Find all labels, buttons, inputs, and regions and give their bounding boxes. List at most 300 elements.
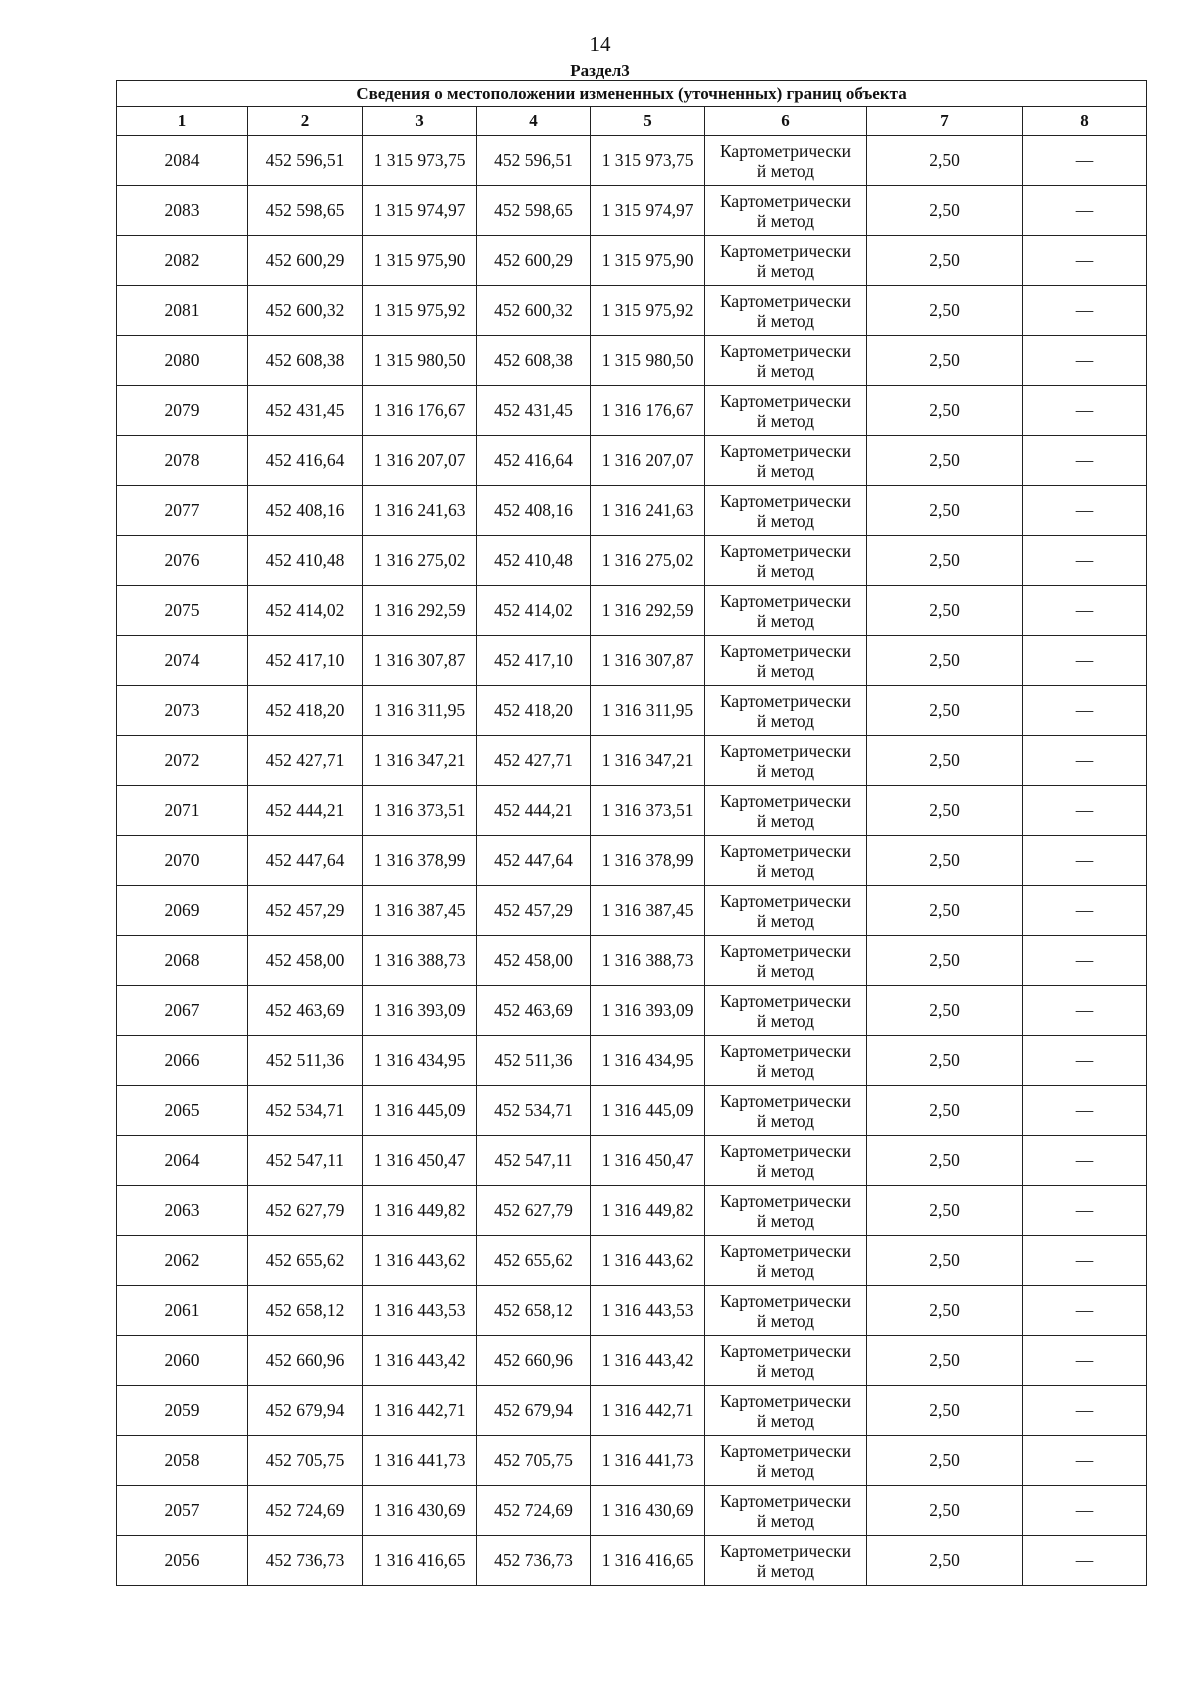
y-coordinate-refined: 1 316 443,62 (591, 1236, 705, 1286)
table-row (117, 836, 1147, 886)
y-coordinate-refined: 1 316 442,71 (591, 1386, 705, 1436)
y-coordinate-existing: 1 316 241,63 (363, 486, 477, 536)
x-coordinate-refined: 452 679,94 (477, 1386, 591, 1436)
point-number: 2082 (117, 236, 248, 286)
accuracy-value: 2,50 (867, 1186, 1023, 1236)
point-number: 2073 (117, 686, 248, 736)
y-coordinate-existing: 1 316 443,42 (363, 1336, 477, 1386)
y-coordinate-existing: 1 316 347,21 (363, 736, 477, 786)
y-coordinate-refined: 1 316 373,51 (591, 786, 705, 836)
point-number: 2080 (117, 336, 248, 386)
column-number: 3 (363, 107, 477, 136)
determination-method (705, 1186, 867, 1236)
accuracy-value: 2,50 (867, 1036, 1023, 1086)
x-coordinate-refined: 452 598,65 (477, 186, 591, 236)
method-text-line1: Картометрически (719, 690, 852, 711)
table-row (117, 186, 1147, 236)
note-dash: — (1023, 1086, 1147, 1136)
x-coordinate-existing: 452 660,96 (248, 1336, 363, 1386)
method-text-line2: й метод (756, 1360, 815, 1381)
table-caption: Сведения о местоположении измененных (уточненных) границ объекта (117, 81, 1147, 107)
note-dash: — (1023, 386, 1147, 436)
method-text-line2: й метод (756, 1510, 815, 1531)
determination-method (705, 986, 867, 1036)
table-row (117, 236, 1147, 286)
y-coordinate-existing: 1 316 387,45 (363, 886, 477, 936)
accuracy-value: 2,50 (867, 586, 1023, 636)
y-coordinate-existing: 1 316 311,95 (363, 686, 477, 736)
x-coordinate-refined: 452 655,62 (477, 1236, 591, 1286)
y-coordinate-refined: 1 316 275,02 (591, 536, 705, 586)
method-text-line2: й метод (756, 1310, 815, 1331)
table-row (117, 586, 1147, 636)
method-text-line1: Картометрически (719, 1190, 852, 1211)
y-coordinate-existing: 1 315 975,92 (363, 286, 477, 336)
y-coordinate-existing: 1 316 430,69 (363, 1486, 477, 1536)
determination-method (705, 686, 867, 736)
determination-method (705, 186, 867, 236)
note-dash: — (1023, 1536, 1147, 1586)
table-row (117, 1236, 1147, 1286)
accuracy-value: 2,50 (867, 286, 1023, 336)
column-number: 7 (867, 107, 1023, 136)
determination-method (705, 1536, 867, 1586)
x-coordinate-existing: 452 414,02 (248, 586, 363, 636)
x-coordinate-refined: 452 600,29 (477, 236, 591, 286)
y-coordinate-existing: 1 316 416,65 (363, 1536, 477, 1586)
x-coordinate-existing: 452 655,62 (248, 1236, 363, 1286)
note-dash: — (1023, 1336, 1147, 1386)
note-dash: — (1023, 186, 1147, 236)
determination-method (705, 136, 867, 186)
method-text-line2: й метод (756, 1160, 815, 1181)
y-coordinate-refined: 1 315 973,75 (591, 136, 705, 186)
y-coordinate-existing: 1 315 973,75 (363, 136, 477, 186)
x-coordinate-existing: 452 547,11 (248, 1136, 363, 1186)
method-text-line1: Картометрически (719, 490, 852, 511)
point-number: 2061 (117, 1286, 248, 1336)
determination-method (705, 486, 867, 536)
column-number: 8 (1023, 107, 1147, 136)
x-coordinate-existing: 452 458,00 (248, 936, 363, 986)
method-text-line2: й метод (756, 260, 815, 281)
x-coordinate-existing: 452 457,29 (248, 886, 363, 936)
y-coordinate-refined: 1 316 434,95 (591, 1036, 705, 1086)
y-coordinate-existing: 1 316 292,59 (363, 586, 477, 636)
method-text-line1: Картометрически (719, 990, 852, 1011)
x-coordinate-existing: 452 600,29 (248, 236, 363, 286)
x-coordinate-existing: 452 658,12 (248, 1286, 363, 1336)
y-coordinate-existing: 1 315 975,90 (363, 236, 477, 286)
point-number: 2062 (117, 1236, 248, 1286)
point-number: 2060 (117, 1336, 248, 1386)
method-text-line1: Картометрически (719, 190, 852, 211)
note-dash: — (1023, 1286, 1147, 1336)
y-coordinate-refined: 1 316 416,65 (591, 1536, 705, 1586)
method-text-line2: й метод (756, 160, 815, 181)
table-row (117, 1286, 1147, 1336)
determination-method (705, 1086, 867, 1136)
x-coordinate-refined: 452 447,64 (477, 836, 591, 886)
table-row (117, 886, 1147, 936)
determination-method (705, 736, 867, 786)
y-coordinate-refined: 1 316 292,59 (591, 586, 705, 636)
point-number: 2076 (117, 536, 248, 586)
accuracy-value: 2,50 (867, 486, 1023, 536)
accuracy-value: 2,50 (867, 736, 1023, 786)
point-number: 2059 (117, 1386, 248, 1436)
accuracy-value: 2,50 (867, 436, 1023, 486)
column-number: 1 (117, 107, 248, 136)
method-text-line1: Картометрически (719, 740, 852, 761)
method-text-line2: й метод (756, 210, 815, 231)
note-dash: — (1023, 1486, 1147, 1536)
note-dash: — (1023, 1186, 1147, 1236)
accuracy-value: 2,50 (867, 636, 1023, 686)
determination-method (705, 286, 867, 336)
x-coordinate-refined: 452 658,12 (477, 1286, 591, 1336)
note-dash: — (1023, 736, 1147, 786)
method-text-line2: й метод (756, 410, 815, 431)
y-coordinate-existing: 1 316 176,67 (363, 386, 477, 436)
accuracy-value: 2,50 (867, 236, 1023, 286)
x-coordinate-refined: 452 408,16 (477, 486, 591, 536)
accuracy-value: 2,50 (867, 1436, 1023, 1486)
accuracy-value: 2,50 (867, 686, 1023, 736)
method-text-line2: й метод (756, 610, 815, 631)
accuracy-value: 2,50 (867, 1136, 1023, 1186)
determination-method (705, 1486, 867, 1536)
x-coordinate-refined: 452 724,69 (477, 1486, 591, 1536)
determination-method (705, 1286, 867, 1336)
determination-method (705, 936, 867, 986)
x-coordinate-existing: 452 408,16 (248, 486, 363, 536)
note-dash: — (1023, 336, 1147, 386)
method-text-line2: й метод (756, 960, 815, 981)
y-coordinate-existing: 1 316 373,51 (363, 786, 477, 836)
method-text-line2: й метод (756, 1560, 815, 1581)
x-coordinate-refined: 452 463,69 (477, 986, 591, 1036)
table-row (117, 1336, 1147, 1386)
point-number: 2074 (117, 636, 248, 686)
table-row (117, 536, 1147, 586)
y-coordinate-refined: 1 316 176,67 (591, 386, 705, 436)
table-row (117, 1536, 1147, 1586)
x-coordinate-refined: 452 705,75 (477, 1436, 591, 1486)
table-row (117, 1486, 1147, 1536)
determination-method (705, 586, 867, 636)
accuracy-value: 2,50 (867, 1536, 1023, 1586)
x-coordinate-refined: 452 431,45 (477, 386, 591, 436)
x-coordinate-refined: 452 410,48 (477, 536, 591, 586)
y-coordinate-existing: 1 316 207,07 (363, 436, 477, 486)
y-coordinate-refined: 1 315 975,90 (591, 236, 705, 286)
method-text-line1: Картометрически (719, 1290, 852, 1311)
point-number: 2075 (117, 586, 248, 636)
y-coordinate-existing: 1 315 974,97 (363, 186, 477, 236)
note-dash: — (1023, 1236, 1147, 1286)
note-dash: — (1023, 836, 1147, 886)
y-coordinate-refined: 1 316 445,09 (591, 1086, 705, 1136)
y-coordinate-existing: 1 316 378,99 (363, 836, 477, 886)
note-dash: — (1023, 686, 1147, 736)
y-coordinate-refined: 1 316 443,53 (591, 1286, 705, 1336)
note-dash: — (1023, 536, 1147, 586)
determination-method (705, 1136, 867, 1186)
determination-method (705, 536, 867, 586)
determination-method (705, 786, 867, 836)
y-coordinate-refined: 1 316 443,42 (591, 1336, 705, 1386)
accuracy-value: 2,50 (867, 1386, 1023, 1436)
table-row (117, 486, 1147, 536)
accuracy-value: 2,50 (867, 386, 1023, 436)
y-coordinate-refined: 1 316 388,73 (591, 936, 705, 986)
y-coordinate-refined: 1 316 307,87 (591, 636, 705, 686)
y-coordinate-refined: 1 316 393,09 (591, 986, 705, 1036)
point-number: 2084 (117, 136, 248, 186)
y-coordinate-refined: 1 316 387,45 (591, 886, 705, 936)
method-text-line1: Картометрически (719, 1040, 852, 1061)
method-text-line2: й метод (756, 1060, 815, 1081)
x-coordinate-existing: 452 627,79 (248, 1186, 363, 1236)
column-number: 4 (477, 107, 591, 136)
y-coordinate-existing: 1 315 980,50 (363, 336, 477, 386)
method-text-line2: й метод (756, 810, 815, 831)
y-coordinate-refined: 1 316 311,95 (591, 686, 705, 736)
column-number-row (117, 107, 1147, 136)
x-coordinate-existing: 452 596,51 (248, 136, 363, 186)
accuracy-value: 2,50 (867, 786, 1023, 836)
x-coordinate-refined: 452 547,11 (477, 1136, 591, 1186)
y-coordinate-existing: 1 316 275,02 (363, 536, 477, 586)
method-text-line1: Картометрически (719, 240, 852, 261)
note-dash: — (1023, 586, 1147, 636)
x-coordinate-existing: 452 447,64 (248, 836, 363, 886)
x-coordinate-refined: 452 444,21 (477, 786, 591, 836)
table-row (117, 386, 1147, 436)
table-row (117, 936, 1147, 986)
y-coordinate-existing: 1 316 388,73 (363, 936, 477, 986)
point-number: 2058 (117, 1436, 248, 1486)
table-row (117, 1436, 1147, 1486)
method-text-line2: й метод (756, 910, 815, 931)
accuracy-value: 2,50 (867, 1486, 1023, 1536)
accuracy-value: 2,50 (867, 1336, 1023, 1386)
determination-method (705, 1386, 867, 1436)
point-number: 2081 (117, 286, 248, 336)
y-coordinate-existing: 1 316 449,82 (363, 1186, 477, 1236)
accuracy-value: 2,50 (867, 1236, 1023, 1286)
method-text-line2: й метод (756, 1260, 815, 1281)
y-coordinate-refined: 1 316 241,63 (591, 486, 705, 536)
x-coordinate-refined: 452 427,71 (477, 736, 591, 786)
point-number: 2077 (117, 486, 248, 536)
table-body (117, 136, 1147, 1586)
y-coordinate-existing: 1 316 441,73 (363, 1436, 477, 1486)
x-coordinate-refined: 452 534,71 (477, 1086, 591, 1136)
x-coordinate-refined: 452 458,00 (477, 936, 591, 986)
accuracy-value: 2,50 (867, 886, 1023, 936)
accuracy-value: 2,50 (867, 136, 1023, 186)
method-text-line1: Картометрически (719, 1140, 852, 1161)
x-coordinate-existing: 452 608,38 (248, 336, 363, 386)
table-row (117, 986, 1147, 1036)
y-coordinate-existing: 1 316 307,87 (363, 636, 477, 686)
point-number: 2067 (117, 986, 248, 1036)
method-text-line1: Картометрически (719, 1240, 852, 1261)
x-coordinate-refined: 452 511,36 (477, 1036, 591, 1086)
point-number: 2071 (117, 786, 248, 836)
table-row (117, 686, 1147, 736)
determination-method (705, 636, 867, 686)
x-coordinate-refined: 452 736,73 (477, 1536, 591, 1586)
x-coordinate-existing: 452 705,75 (248, 1436, 363, 1486)
method-text-line1: Картометрически (719, 1440, 852, 1461)
method-text-line2: й метод (756, 1460, 815, 1481)
table-row (117, 786, 1147, 836)
x-coordinate-refined: 452 414,02 (477, 586, 591, 636)
accuracy-value: 2,50 (867, 336, 1023, 386)
method-text-line2: й метод (756, 710, 815, 731)
x-coordinate-existing: 452 427,71 (248, 736, 363, 786)
method-text-line1: Картометрически (719, 1390, 852, 1411)
point-number: 2083 (117, 186, 248, 236)
accuracy-value: 2,50 (867, 986, 1023, 1036)
point-number: 2066 (117, 1036, 248, 1086)
table-row (117, 1136, 1147, 1186)
method-text-line2: й метод (756, 460, 815, 481)
x-coordinate-refined: 452 596,51 (477, 136, 591, 186)
column-number: 6 (705, 107, 867, 136)
x-coordinate-existing: 452 418,20 (248, 686, 363, 736)
y-coordinate-refined: 1 315 975,92 (591, 286, 705, 336)
method-text-line1: Картометрически (719, 840, 852, 861)
method-text-line2: й метод (756, 1210, 815, 1231)
x-coordinate-existing: 452 444,21 (248, 786, 363, 836)
point-number: 2064 (117, 1136, 248, 1186)
y-coordinate-refined: 1 316 450,47 (591, 1136, 705, 1186)
note-dash: — (1023, 986, 1147, 1036)
determination-method (705, 886, 867, 936)
table-row (117, 1036, 1147, 1086)
x-coordinate-existing: 452 600,32 (248, 286, 363, 336)
method-text-line1: Картометрически (719, 440, 852, 461)
table-row (117, 1186, 1147, 1236)
column-number: 2 (248, 107, 363, 136)
note-dash: — (1023, 636, 1147, 686)
point-number: 2065 (117, 1086, 248, 1136)
y-coordinate-refined: 1 316 347,21 (591, 736, 705, 786)
y-coordinate-existing: 1 316 443,62 (363, 1236, 477, 1286)
note-dash: — (1023, 786, 1147, 836)
method-text-line1: Картометрически (719, 590, 852, 611)
method-text-line1: Картометрически (719, 890, 852, 911)
determination-method (705, 336, 867, 386)
x-coordinate-existing: 452 511,36 (248, 1036, 363, 1086)
note-dash: — (1023, 1386, 1147, 1436)
method-text-line1: Картометрически (719, 140, 852, 161)
determination-method (705, 386, 867, 436)
x-coordinate-refined: 452 418,20 (477, 686, 591, 736)
point-number: 2079 (117, 386, 248, 436)
point-number: 2056 (117, 1536, 248, 1586)
x-coordinate-refined: 452 417,10 (477, 636, 591, 686)
accuracy-value: 2,50 (867, 836, 1023, 886)
x-coordinate-existing: 452 417,10 (248, 636, 363, 686)
method-text-line1: Картометрически (719, 790, 852, 811)
method-text-line1: Картометрически (719, 1340, 852, 1361)
method-text-line1: Картометрически (719, 940, 852, 961)
table-row (117, 286, 1147, 336)
x-coordinate-existing: 452 736,73 (248, 1536, 363, 1586)
method-text-line2: й метод (756, 360, 815, 381)
y-coordinate-refined: 1 316 441,73 (591, 1436, 705, 1486)
y-coordinate-existing: 1 316 443,53 (363, 1286, 477, 1336)
section-title: Раздел3 (570, 61, 630, 80)
note-dash: — (1023, 236, 1147, 286)
determination-method (705, 1436, 867, 1486)
method-text-line1: Картометрически (719, 1090, 852, 1111)
x-coordinate-existing: 452 410,48 (248, 536, 363, 586)
y-coordinate-refined: 1 316 449,82 (591, 1186, 705, 1236)
y-coordinate-refined: 1 315 974,97 (591, 186, 705, 236)
table-row (117, 136, 1147, 186)
x-coordinate-existing: 452 679,94 (248, 1386, 363, 1436)
method-text-line2: й метод (756, 1110, 815, 1131)
x-coordinate-existing: 452 431,45 (248, 386, 363, 436)
point-number: 2068 (117, 936, 248, 986)
point-number: 2078 (117, 436, 248, 486)
x-coordinate-refined: 452 627,79 (477, 1186, 591, 1236)
determination-method (705, 836, 867, 886)
x-coordinate-existing: 452 416,64 (248, 436, 363, 486)
method-text-line2: й метод (756, 660, 815, 681)
accuracy-value: 2,50 (867, 186, 1023, 236)
method-text-line2: й метод (756, 1410, 815, 1431)
column-number: 5 (591, 107, 705, 136)
method-text-line2: й метод (756, 760, 815, 781)
determination-method (705, 236, 867, 286)
y-coordinate-refined: 1 315 980,50 (591, 336, 705, 386)
method-text-line2: й метод (756, 860, 815, 881)
note-dash: — (1023, 1036, 1147, 1086)
y-coordinate-existing: 1 316 442,71 (363, 1386, 477, 1436)
method-text-line2: й метод (756, 560, 815, 581)
x-coordinate-refined: 452 457,29 (477, 886, 591, 936)
note-dash: — (1023, 286, 1147, 336)
point-number: 2072 (117, 736, 248, 786)
x-coordinate-refined: 452 600,32 (477, 286, 591, 336)
note-dash: — (1023, 936, 1147, 986)
boundary-coordinates-table (116, 80, 1147, 1586)
method-text-line1: Картометрически (719, 640, 852, 661)
method-text-line1: Картометрически (719, 390, 852, 411)
method-text-line1: Картометрически (719, 1490, 852, 1511)
note-dash: — (1023, 1436, 1147, 1486)
accuracy-value: 2,50 (867, 536, 1023, 586)
method-text-line2: й метод (756, 310, 815, 331)
x-coordinate-refined: 452 660,96 (477, 1336, 591, 1386)
page-number: 14 (589, 32, 611, 56)
table-row (117, 336, 1147, 386)
y-coordinate-refined: 1 316 430,69 (591, 1486, 705, 1536)
point-number: 2063 (117, 1186, 248, 1236)
x-coordinate-existing: 452 724,69 (248, 1486, 363, 1536)
table-row (117, 1086, 1147, 1136)
point-number: 2070 (117, 836, 248, 886)
method-text-line2: й метод (756, 1010, 815, 1031)
table-row (117, 636, 1147, 686)
